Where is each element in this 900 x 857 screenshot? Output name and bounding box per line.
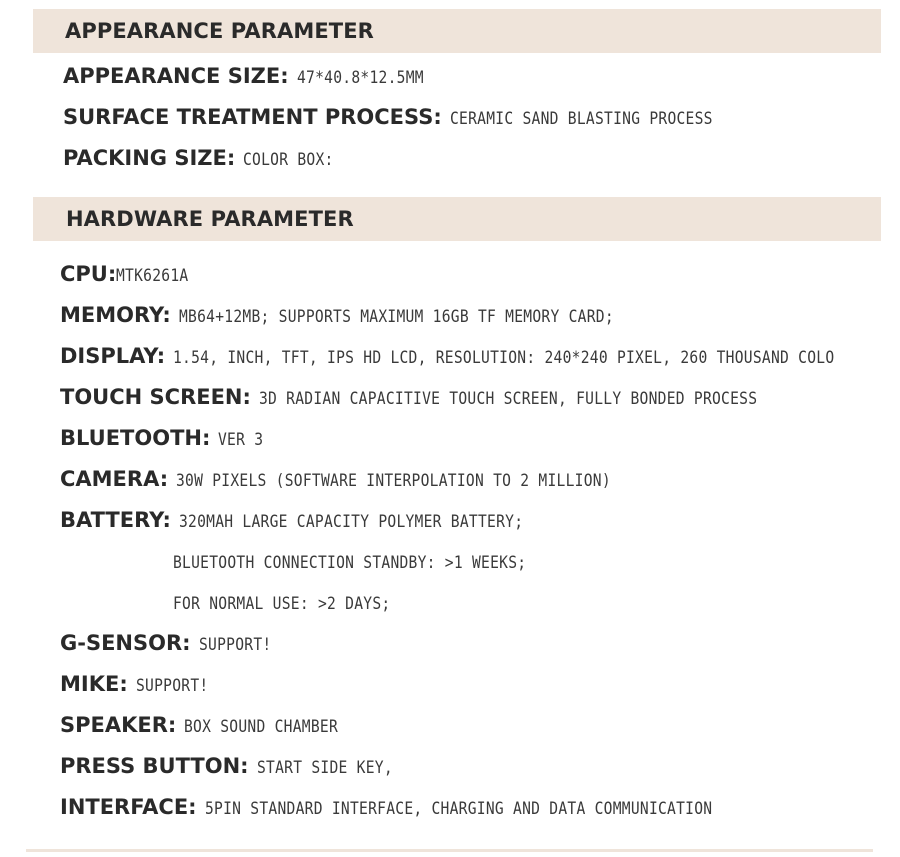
spec-value: 47*40.8*12.5MM — [296, 68, 424, 88]
spec-label: CPU: — [60, 262, 117, 286]
spec-row-g-sensor — [60, 631, 283, 655]
spec-label: TOUCH SCREEN: — [60, 385, 251, 409]
spec-row-memory — [60, 303, 684, 327]
spec-value: 30W PIXELS (SOFTWARE INTERPOLATION TO 2 MILLION) — [176, 471, 612, 491]
spec-value: VER 3 — [218, 430, 264, 450]
spec-label: DISPLAY: — [60, 344, 166, 368]
spec-label: PRESS BUTTON: — [60, 754, 249, 778]
spec-value: SUPPORT! — [198, 635, 272, 655]
spec-row-packing-size — [63, 146, 349, 170]
spec-label: SPEAKER: — [60, 713, 177, 737]
spec-row-display — [60, 344, 900, 368]
spec-row-touch-screen — [60, 385, 838, 409]
hardware-parameter-title: HARDWARE PARAMETER — [66, 207, 354, 231]
spec-label: CAMERA: — [60, 467, 169, 491]
spec-value: 3D RADIAN CAPACITIVE TOUCH SCREEN, FULLY BONDED PROCESS — [258, 389, 758, 409]
appearance-parameter-header — [33, 9, 881, 53]
spec-value: 1.54, INCH, TFT, IPS HD LCD, RESOLUTION: 240*240 PIXEL, 260 THOUSAND COLO — [173, 348, 835, 368]
spec-label: SURFACE TREATMENT PROCESS: — [63, 105, 442, 129]
spec-row-press-button — [60, 754, 415, 778]
spec-label: INTERFACE: — [60, 795, 197, 819]
spec-label: MIKE: — [60, 672, 128, 696]
spec-row-cpu — [60, 262, 201, 286]
spec-value: MTK6261A — [116, 266, 189, 286]
spec-row-mike — [60, 672, 220, 696]
hardware-parameter-header — [33, 197, 881, 241]
spec-row-speaker — [60, 713, 363, 737]
battery-normal-use-line: FOR NORMAL USE: >2 DAYS; — [173, 594, 391, 614]
spec-row-camera — [60, 467, 682, 491]
spec-value: BOX SOUND CHAMBER — [184, 717, 339, 737]
spec-row-interface — [60, 795, 795, 819]
spec-value: CERAMIC SAND BLASTING PROCESS — [449, 109, 713, 129]
spec-label: BATTERY: — [60, 508, 171, 532]
spec-value: MB64+12MB; SUPPORTS MAXIMUM 16GB TF MEMORY CARD; — [178, 307, 614, 327]
spec-value: 5PIN STANDARD INTERFACE, CHARGING AND DATA COMMUNICATION — [204, 799, 712, 819]
spec-label: BLUETOOTH: — [60, 426, 211, 450]
spec-label: APPEARANCE SIZE: — [63, 64, 289, 88]
battery-standby-line: BLUETOOTH CONNECTION STANDBY: >1 WEEKS; — [173, 553, 527, 573]
appearance-parameter-title: APPEARANCE PARAMETER — [65, 19, 374, 43]
spec-label: G-SENSOR: — [60, 631, 191, 655]
spec-value: START SIDE KEY, — [256, 758, 393, 778]
spec-value: 320MAH LARGE CAPACITY POLYMER BATTERY; — [178, 512, 524, 532]
bottom-divider — [26, 849, 873, 852]
spec-row-appearance-size — [63, 64, 444, 88]
spec-row-battery — [60, 508, 579, 532]
spec-value: COLOR BOX: — [243, 150, 334, 170]
spec-value: SUPPORT! — [135, 676, 209, 696]
spec-row-surface-treatment — [63, 105, 755, 129]
spec-label: MEMORY: — [60, 303, 171, 327]
spec-label: PACKING SIZE: — [63, 146, 236, 170]
spec-row-bluetooth — [60, 426, 271, 450]
